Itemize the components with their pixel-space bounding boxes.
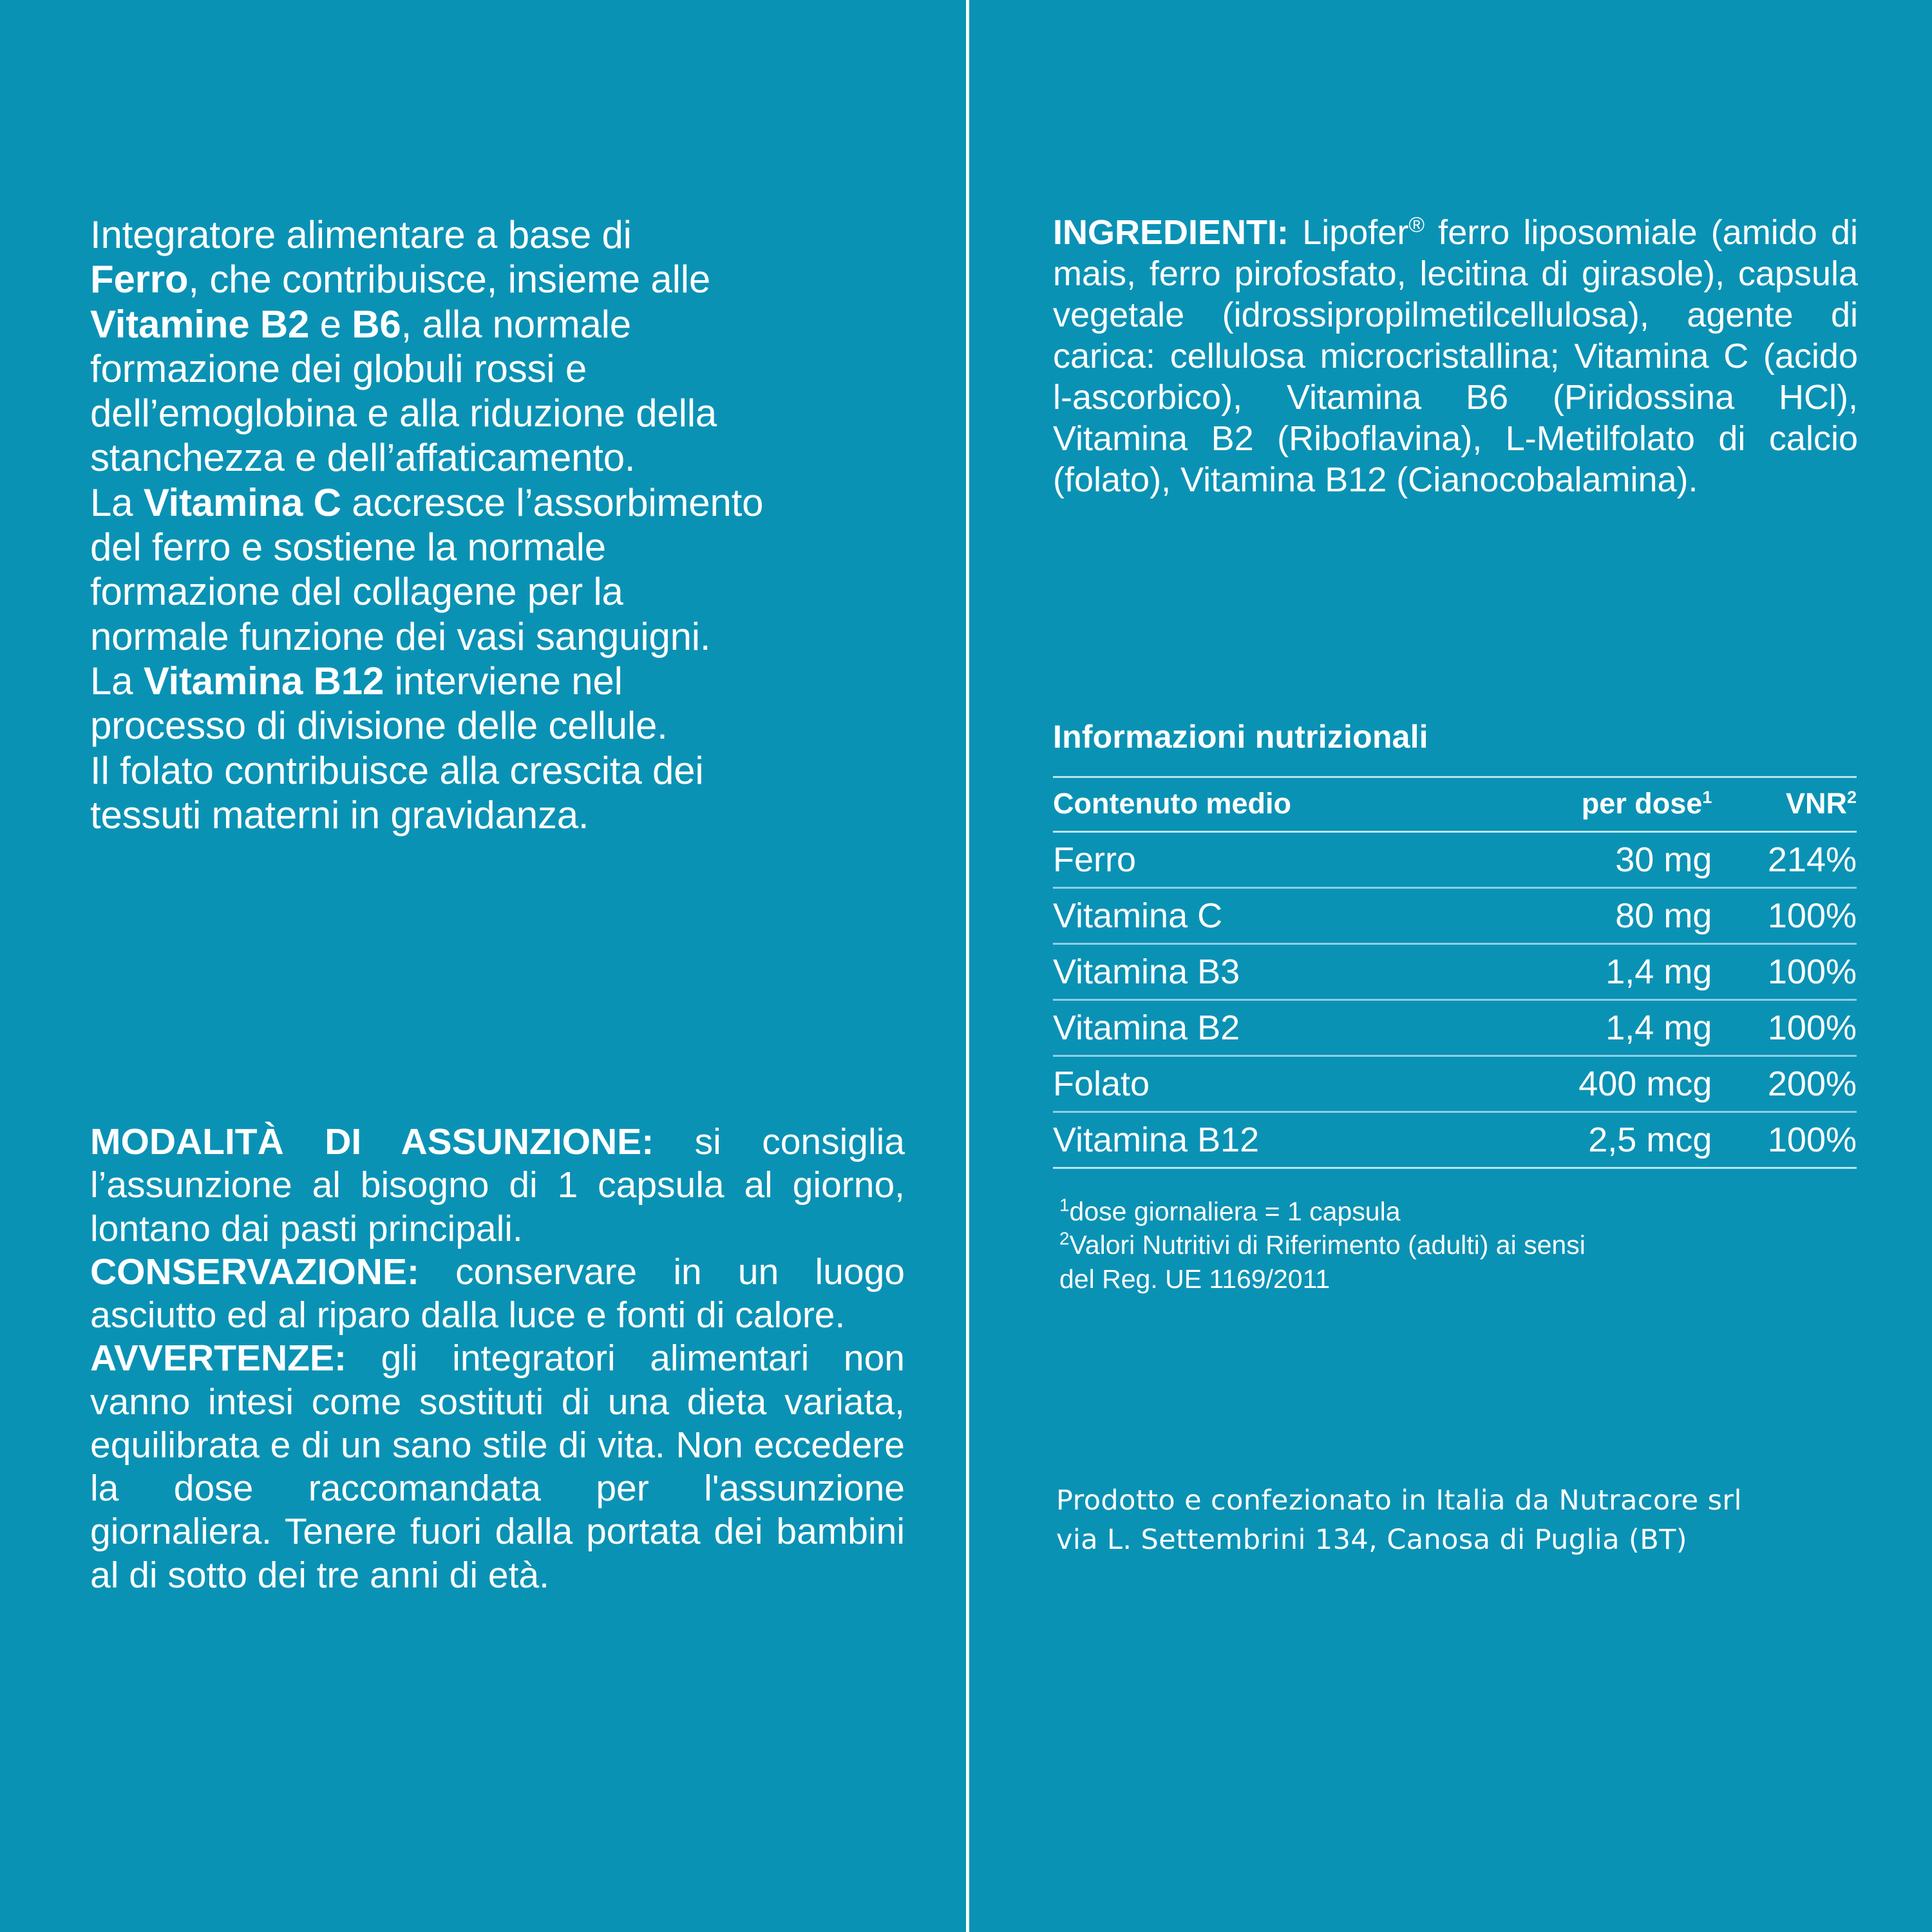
benefits-text: del ferro e sostiene la normale — [90, 526, 606, 569]
nutrient-dose: 80 mg — [1487, 888, 1712, 944]
nutrition-table — [1053, 776, 1857, 1169]
nutrient-name: Ferro — [1053, 832, 1487, 888]
footnote-2 — [1059, 1228, 1586, 1262]
table-row — [1053, 1056, 1857, 1112]
benefits-text: processo di divisione delle cellule. — [90, 704, 668, 748]
benefits-line — [90, 793, 905, 837]
benefits-line — [90, 391, 905, 435]
nutrition-title: Informazioni nutrizionali — [1053, 719, 1428, 755]
benefits-line — [90, 748, 905, 793]
ingredients-label: INGREDIENTI: — [1053, 213, 1289, 252]
modalita-label: MODALITÀ DI ASSUNZIONE: — [90, 1121, 654, 1162]
nutrient-dose: 2,5 mcg — [1487, 1112, 1712, 1168]
header-per-dose-footnote-marker: 1 — [1702, 788, 1712, 807]
usage-block — [90, 1121, 905, 1597]
benefits-line — [90, 525, 905, 569]
avvertenze-label: AVVERTENZE: — [90, 1338, 346, 1379]
header-vnr-label: VNR — [1785, 787, 1847, 820]
header-vnr-footnote-marker: 2 — [1846, 788, 1857, 807]
footnote-2-marker: 2 — [1059, 1228, 1070, 1249]
avvertenze-paragraph — [90, 1337, 905, 1597]
nutrient-name: Vitamina B3 — [1053, 944, 1487, 1000]
manufacturer-line-2: via L. Settembrini 134, Canosa di Puglia (BT) — [1056, 1524, 1687, 1557]
table-row — [1053, 1112, 1857, 1168]
benefits-text: tessuti materni in gravidanza. — [90, 793, 589, 837]
benefits-line — [90, 435, 905, 480]
nutrient-dose: 1,4 mg — [1487, 1000, 1712, 1056]
modalita-text: si consiglia l’assunzione al bisogno di 1 capsula al giorno, lontano dai pasti principali. — [90, 1121, 905, 1249]
modalita-paragraph — [90, 1121, 905, 1251]
footnote-1 — [1059, 1195, 1586, 1228]
footnote-1-marker: 1 — [1059, 1195, 1070, 1215]
benefits-text: , che contribuisce, insieme alle — [188, 258, 711, 301]
benefits-line — [90, 614, 905, 659]
benefits-text: normale funzione dei vasi sanguigni. — [90, 614, 711, 658]
ingredients-text-after: ferro liposomiale (amido di mais, ferro pirofosfato, lecitina di girasole), capsula vegetale (idrossipropilmetilcellulosa), agente di carica: cellulosa microcristallina; Vitamina C (acido l-ascorbico), Vitamina B6 (Piridossina HCl), Vitamina B2 (Riboflavina), L-Metilfolato di calcio (folato), Vitamina B12 (Cianocobalamina). — [1053, 213, 1859, 499]
column-divider — [966, 0, 969, 1932]
conservazione-paragraph — [90, 1251, 905, 1338]
benefits-line — [90, 213, 905, 257]
header-contenuto-medio: Contenuto medio — [1053, 777, 1487, 832]
manufacturer-line-1: Prodotto e confezionato in Italia da Nutracore srl — [1056, 1484, 1742, 1517]
benefits-line — [90, 569, 905, 614]
benefits-line — [90, 302, 905, 346]
benefits-line — [90, 703, 905, 748]
avvertenze-text: gli integratori alimentari non vanno intesi come sostituti di una dieta variata, equilibrata e di un sano stile di vita. Non eccedere la dose raccomandata per l'assunzione giornaliera. Tenere fuori dalla portata dei bambini al di sotto dei tre anni di età. — [90, 1338, 905, 1596]
nutrient-vnr: 200% — [1712, 1056, 1857, 1112]
left-column — [90, 213, 905, 837]
benefits-text: Integratore alimentare a base di — [90, 213, 632, 256]
nutrient-name: Vitamina C — [1053, 888, 1487, 944]
benefits-text: e — [309, 302, 352, 346]
table-header-row — [1053, 777, 1857, 832]
registered-trademark-icon: ® — [1408, 213, 1425, 237]
benefits-emphasis: Ferro — [90, 258, 189, 301]
benefits-emphasis: Vitamina B12 — [143, 659, 384, 703]
nutrient-dose: 1,4 mg — [1487, 944, 1712, 1000]
benefits-text: Il folato contribuisce alla crescita dei — [90, 748, 704, 792]
nutrient-vnr: 100% — [1712, 1112, 1857, 1168]
nutrient-dose: 400 mcg — [1487, 1056, 1712, 1112]
conservazione-text: conservare in un luogo asciutto ed al riparo dalla luce e fonti di calore. — [90, 1251, 905, 1336]
nutrient-vnr: 214% — [1712, 832, 1857, 888]
table-row — [1053, 1000, 1857, 1056]
benefits-text: La — [90, 659, 144, 703]
benefits-text: formazione dei globuli rossi e — [90, 346, 587, 390]
header-per-dose-label: per dose — [1581, 787, 1703, 820]
benefits-paragraph — [90, 213, 905, 837]
conservazione-label: CONSERVAZIONE: — [90, 1251, 419, 1293]
benefits-emphasis: Vitamine B2 — [90, 302, 310, 346]
benefits-text: , alla normale — [401, 302, 631, 346]
nutrient-name: Vitamina B2 — [1053, 1000, 1487, 1056]
header-per-dose — [1487, 777, 1712, 832]
footnote-2-text: Valori Nutritivi di Riferimento (adulti) ai sensi — [1069, 1230, 1586, 1260]
benefits-text: formazione del collagene per la — [90, 570, 623, 614]
nutrient-vnr: 100% — [1712, 1000, 1857, 1056]
manufacturer-block — [1056, 1481, 1742, 1560]
footnote-2-continuation: del Reg. UE 1169/2011 — [1059, 1264, 1331, 1294]
benefits-emphasis: Vitamina C — [143, 480, 341, 524]
benefits-text: dell’emoglobina e alla riduzione della — [90, 392, 717, 435]
nutrient-dose: 30 mg — [1487, 832, 1712, 888]
benefits-emphasis: B6 — [352, 302, 401, 346]
table-row — [1053, 832, 1857, 888]
benefits-line — [90, 257, 905, 301]
nutrient-vnr: 100% — [1712, 888, 1857, 944]
benefits-line — [90, 346, 905, 391]
footnote-1-text: dose giornaliera = 1 capsula — [1069, 1197, 1401, 1226]
right-column — [1053, 213, 1858, 501]
benefits-line — [90, 659, 905, 703]
benefits-text: interviene nel — [384, 659, 623, 703]
benefits-text: stanchezza e dell’affaticamento. — [90, 436, 636, 480]
nutrition-footnotes — [1059, 1195, 1586, 1296]
ingredients-paragraph — [1053, 213, 1858, 501]
nutrient-name: Folato — [1053, 1056, 1487, 1112]
table-row — [1053, 888, 1857, 944]
benefits-text: accresce l’assorbimento — [341, 480, 764, 524]
benefits-line — [90, 480, 905, 525]
nutrient-name: Vitamina B12 — [1053, 1112, 1487, 1168]
ingredients-text-before: Lipofer — [1289, 213, 1409, 252]
header-vnr — [1712, 777, 1857, 832]
table-row — [1053, 944, 1857, 1000]
benefits-text: La — [90, 480, 144, 524]
nutrient-vnr: 100% — [1712, 944, 1857, 1000]
